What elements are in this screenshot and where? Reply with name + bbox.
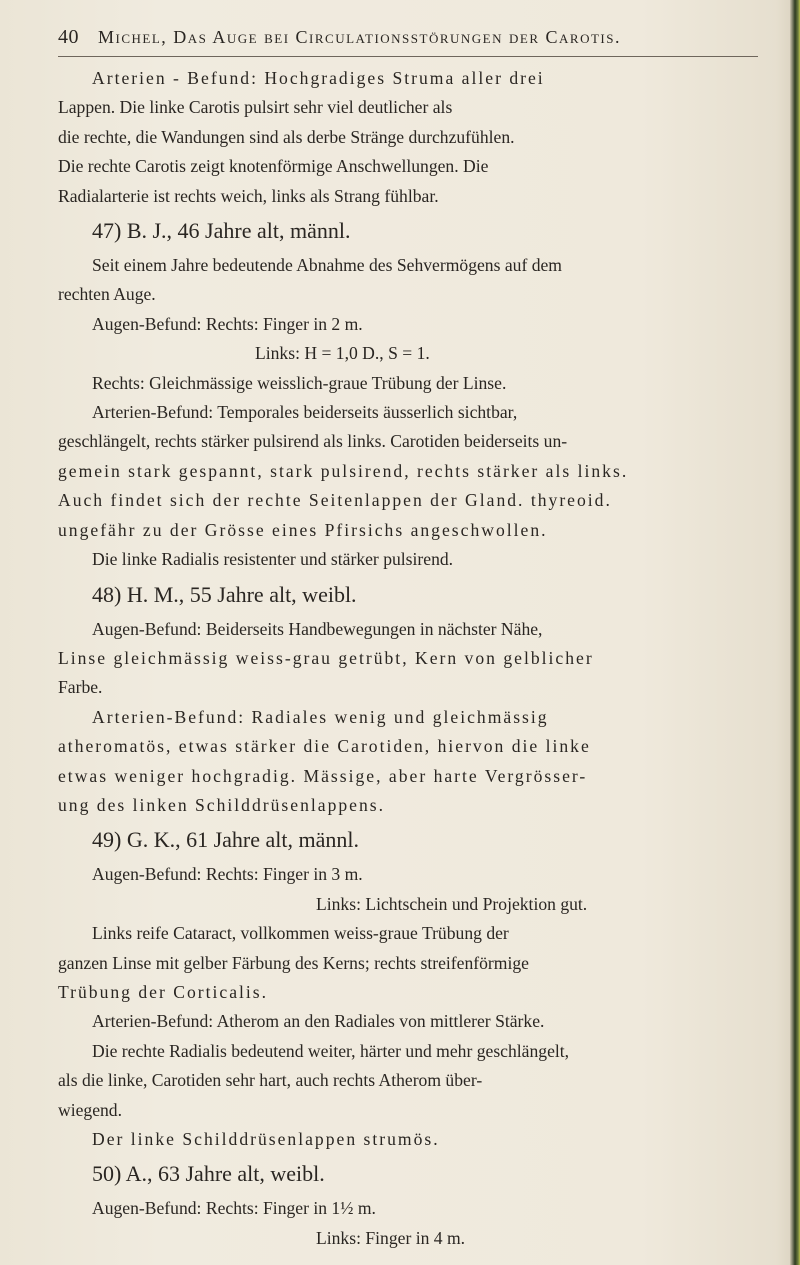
text-line: gemein stark gespannt, stark pulsirend, rechts stärker als links. (58, 460, 629, 481)
text-line: Rechts: Gleichmässige weisslich-graue Trübung der Linse. (92, 372, 507, 393)
text-line: Augen-Befund: Beiderseits Handbewegungen in nächster Nähe, (92, 618, 543, 639)
text-line: Trübung der Corticalis. (58, 981, 269, 1002)
page-body (58, 64, 758, 1253)
running-header (58, 26, 758, 49)
text-line: Augen-Befund: Rechts: Finger in 1½ m. (92, 1198, 376, 1219)
text-line: Lappen. Die linke Carotis pulsirt sehr viel deutlicher als (58, 97, 453, 118)
text-line: Linse gleichmässig weiss-grau getrübt, Kern von gelblicher (58, 647, 594, 668)
case-heading-50: 50) A., 63 Jahre alt, weibl. (92, 1161, 325, 1187)
case-heading-48: 48) H. M., 55 Jahre alt, weibl. (92, 581, 357, 607)
text-line: Die linke Radialis resistenter und stärker pulsirend. (92, 549, 454, 570)
page-number: 40 (58, 26, 79, 48)
text-line: Der linke Schilddrüsenlappen strumös. (92, 1129, 440, 1149)
text-line: ung des linken Schilddrüsenlappens. (58, 794, 386, 815)
text-line: Links: H = 1,0 D., S = 1. (255, 343, 430, 364)
text-line: als die linke, Carotiden sehr hart, auch rechts Atherom über- (58, 1070, 483, 1091)
text-line: die rechte, die Wandungen sind als derbe Stränge durchzufühlen. (58, 126, 515, 147)
text-line: ganzen Linse mit gelber Färbung des Kerns; rechts streifenförmige (58, 952, 529, 973)
text-line: Augen-Befund: Rechts: Finger in 3 m. (92, 864, 363, 885)
text-line: Radialarterie ist rechts weich, links als Strang fühlbar. (58, 185, 439, 206)
text-line: geschlängelt, rechts stärker pulsirend als links. Carotiden beiderseits un- (58, 431, 568, 452)
text-line: ungefähr zu der Grösse eines Pfirsichs angeschwollen. (58, 519, 548, 540)
text-line: Arterien-Befund: Radiales wenig und gleichmässig (92, 706, 549, 727)
text-line: Farbe. (58, 677, 103, 698)
page-edge-shadow (790, 0, 800, 1265)
running-title: Michel, Das Auge bei Circulationsstörungen der Carotis. (98, 27, 621, 47)
text-line: Augen-Befund: Rechts: Finger in 2 m. (92, 313, 363, 334)
text-line: Arterien-Befund: Atherom an den Radiales von mittlerer Stärke. (92, 1011, 545, 1032)
text-line: Arterien - Befund: Hochgradiges Struma aller drei (92, 68, 545, 88)
text-line: Die rechte Carotis zeigt knotenförmige Anschwellungen. Die (58, 156, 489, 177)
text-line: Links: Lichtschein und Projektion gut. (316, 893, 588, 914)
case-heading-49: 49) G. K., 61 Jahre alt, männl. (92, 827, 359, 853)
text-line: rechten Auge. (58, 284, 156, 305)
text-line: Auch findet sich der rechte Seitenlappen der Gland. thyreoid. (58, 490, 612, 511)
text-line: wiegend. (58, 1099, 123, 1120)
text-line: atheromatös, etwas stärker die Carotiden, hiervon die linke (58, 736, 591, 757)
header-rule (58, 56, 758, 57)
text-line: Die rechte Radialis bedeutend weiter, härter und mehr geschlängelt, (92, 1040, 570, 1061)
text-line: Arterien-Befund: Temporales beiderseits äusserlich sichtbar, (92, 402, 518, 423)
case-heading-47: 47) B. J., 46 Jahre alt, männl. (92, 218, 351, 244)
text-line: Links reife Cataract, vollkommen weiss-graue Trübung der (92, 923, 509, 944)
text-line: Links: Finger in 4 m. (316, 1227, 466, 1248)
text-line: Seit einem Jahre bedeutende Abnahme des Sehvermögens auf dem (92, 255, 562, 276)
text-line: etwas weniger hochgradig. Mässige, aber harte Vergrösser- (58, 765, 588, 786)
